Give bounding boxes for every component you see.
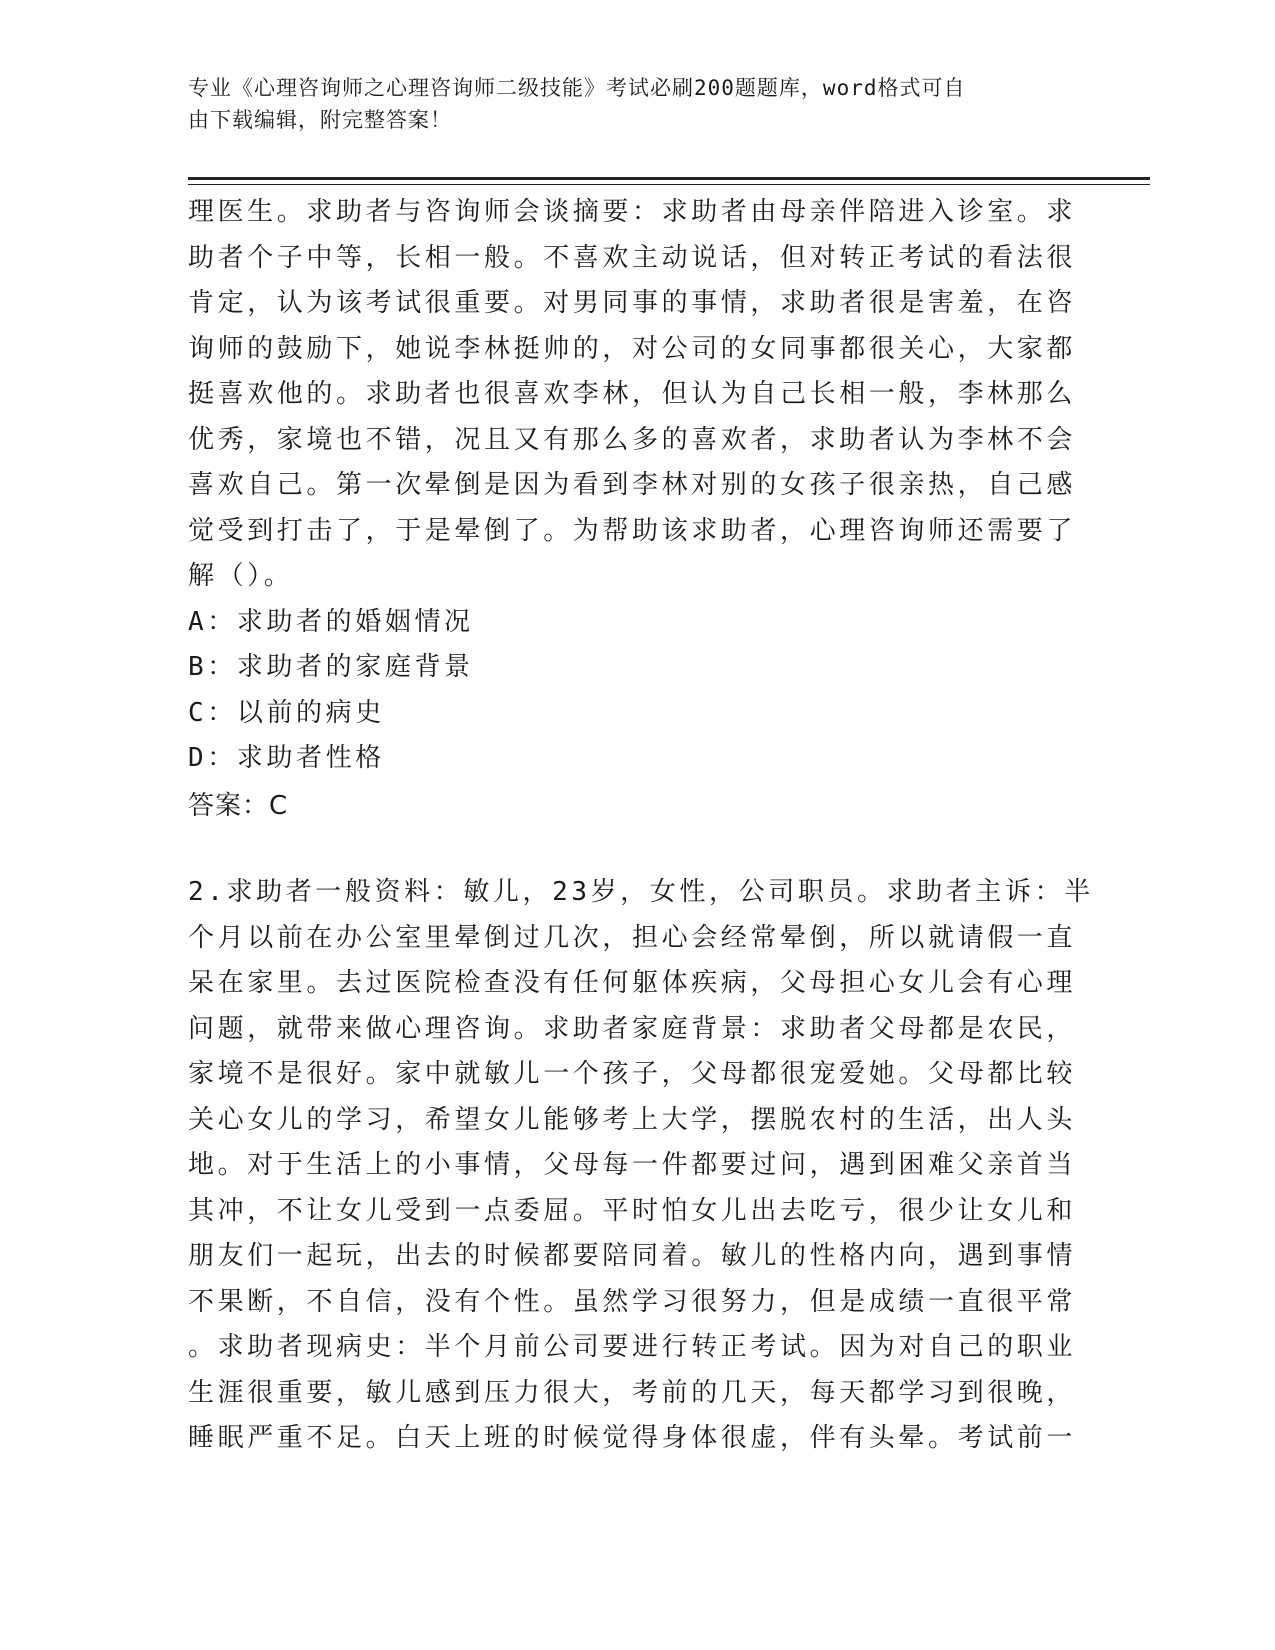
question-2-text-line: 2.求助者一般资料：敏儿，23岁，女性，公司职员。求助者主诉：半 bbox=[188, 877, 1094, 907]
question-1-text-line: 询师的鼓励下，她说李林挺帅的，对公司的女同事都很关心，大家都 bbox=[188, 333, 1077, 364]
question-1-text-line: 助者个子中等，长相一般。不喜欢主动说话，但对转正考试的看法很 bbox=[188, 242, 1077, 273]
question-2-text-line: 。求助者现病史：半个月前公司要进行转正考试。因为对自己的职业 bbox=[188, 1332, 1077, 1362]
header-divider-thick bbox=[188, 177, 1150, 180]
header-line-2: 由下载编辑，附完整答案！ bbox=[188, 108, 452, 132]
question-1 bbox=[188, 190, 1077, 829]
question-2-text-line: 家境不是很好。家中就敏儿一个孩子，父母都很宠爱她。父母都比较 bbox=[188, 1059, 1077, 1089]
question-1-text-line: 解（）。 bbox=[188, 561, 294, 591]
header-divider-thin bbox=[188, 184, 1150, 185]
question-2 bbox=[188, 870, 1094, 1462]
answer: 答案：C bbox=[188, 790, 289, 821]
question-1-text-line: 挺喜欢他的。求助者也很喜欢李林，但认为自己长相一般，李林那么 bbox=[188, 379, 1077, 409]
question-1-text-line: 肯定，认为该考试很重要。对男同事的事情，求助者很是害羞，在咨 bbox=[188, 288, 1077, 318]
question-1-text-line: 理医生。求助者与咨询师会谈摘要：求助者由母亲伴陪进入诊室。求 bbox=[188, 197, 1077, 227]
question-2-text-line: 关心女儿的学习，希望女儿能够考上大学，摆脱农村的生活，出人头 bbox=[188, 1104, 1077, 1135]
question-2-text-line: 不果断，不自信，没有个性。虽然学习很努力，但是成绩一直很平常 bbox=[188, 1286, 1077, 1317]
question-2-text-line: 呆在家里。去过医院检查没有任何躯体疾病，父母担心女儿会有心理 bbox=[188, 968, 1077, 998]
question-1-text-line: 喜欢自己。第一次晕倒是因为看到李林对别的女孩子很亲热，自己感 bbox=[188, 470, 1077, 500]
header-line-1: 专业《心理咨询师之心理咨询师二级技能》考试必刷200题题库，word格式可自 bbox=[188, 76, 966, 100]
question-1-text-line: 觉受到打击了，于是晕倒了。为帮助该求助者，心理咨询师还需要了 bbox=[188, 515, 1077, 546]
option-b: B：求助者的家庭背景 bbox=[188, 652, 474, 682]
question-2-text-line: 其冲，不让女儿受到一点委屈。平时怕女儿出去吃亏，很少让女儿和 bbox=[188, 1195, 1077, 1226]
question-2-text-line: 问题，就带来做心理咨询。求助者家庭背景：求助者父母都是农民， bbox=[188, 1013, 1077, 1044]
option-c: C：以前的病史 bbox=[188, 697, 385, 728]
question-1-text-line: 优秀，家境也不错，况且又有那么多的喜欢者，求助者认为李林不会 bbox=[188, 424, 1077, 455]
question-2-text-line: 睡眠严重不足。白天上班的时候觉得身体很虚，伴有头晕。考试前一 bbox=[188, 1423, 1077, 1453]
page-header bbox=[188, 72, 1068, 136]
question-2-text-line: 个月以前在办公室里晕倒过几次，担心会经常晕倒，所以就请假一直 bbox=[188, 922, 1077, 953]
question-2-text-line: 地。对于生活上的小事情，父母每一件都要过问，遇到困难父亲首当 bbox=[188, 1150, 1077, 1180]
option-a: A：求助者的婚姻情况 bbox=[188, 606, 474, 637]
option-d: D：求助者性格 bbox=[188, 743, 385, 773]
question-2-text-line: 生涯很重要，敏儿感到压力很大，考前的几天，每天都学习到很晚， bbox=[188, 1377, 1077, 1408]
question-2-text-line: 朋友们一起玩，出去的时候都要陪同着。敏儿的性格内向，遇到事情 bbox=[188, 1241, 1077, 1271]
